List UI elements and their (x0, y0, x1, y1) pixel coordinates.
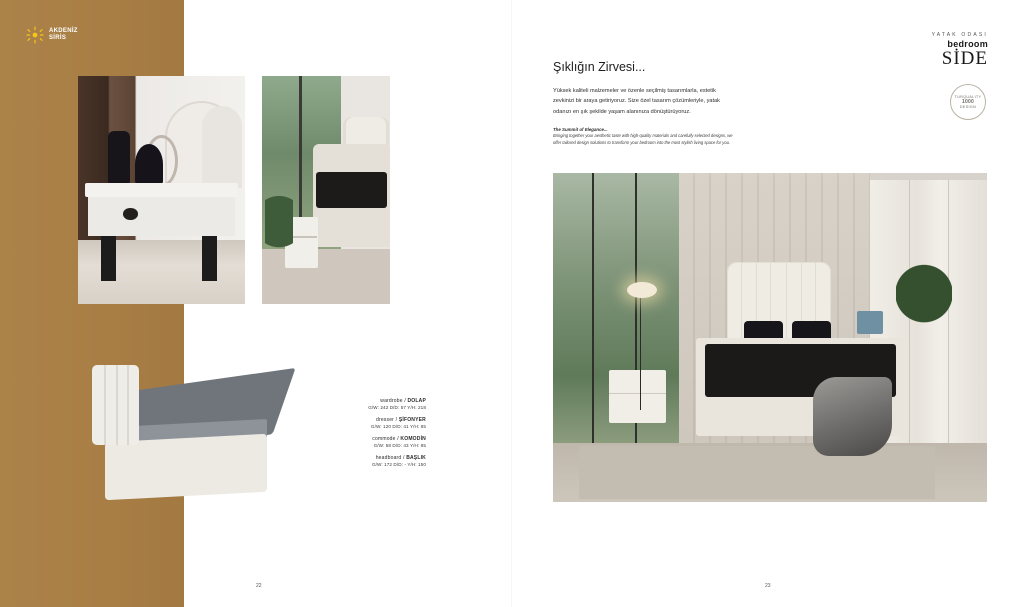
brand-kicker: YATAK ODASI (931, 32, 988, 38)
spec-item-headboard (300, 455, 426, 467)
bedside-duvet (316, 172, 388, 208)
spec-title-en-wardrobe: wardrobe (380, 398, 403, 404)
spec-title-headboard (300, 455, 426, 461)
bedside-photo (262, 76, 390, 304)
spec-title-commode (300, 436, 426, 442)
spec-title-en-commode: commode (372, 436, 396, 442)
spec-title-en-headboard: headboard (375, 455, 402, 461)
spec-title-tr-wardrobe: DOLAP (407, 398, 426, 404)
page-gutter (511, 0, 512, 607)
page-number-right: 23 (765, 583, 771, 589)
hero-window-mullion-1 (592, 173, 594, 443)
logo-wordmark (49, 28, 78, 41)
spec-title-separator: / (397, 436, 399, 442)
dresser-photo (78, 76, 245, 304)
spec-title-tr-headboard: BAŞLIK (406, 455, 426, 461)
dresser-body (88, 197, 235, 236)
hero-floor-lamp-pole (640, 291, 641, 409)
spec-title-tr-commode: KOMODİN (400, 436, 426, 442)
headboard-channel-3 (127, 365, 129, 445)
sun-burst-icon (26, 26, 44, 44)
hero-floor-lamp-head (627, 282, 657, 298)
hero-nightstand (609, 370, 665, 423)
storage-base-headboard (92, 365, 139, 445)
hero-plant (896, 232, 952, 344)
collection-name: SİDE (941, 48, 988, 69)
seal-top-text: TURQUALITY (954, 95, 982, 99)
logo-text-line2: SİRİS (49, 35, 67, 41)
spec-dims-headboard: G/W: 172 D/D: - Y/H: 150 (371, 462, 426, 467)
decor-vase-round (135, 144, 163, 185)
dresser-leg-right (202, 236, 217, 282)
brand-logo (26, 26, 78, 44)
hero-headboard-channel-4 (786, 262, 787, 348)
body-text-english: Bringing together your aesthetic taste with high-quality materials and carefully selected designs, we offer tailored design solutions to transform your bedroom into the most stylish living space for you. (553, 133, 733, 145)
spec-item-commode (300, 436, 426, 448)
spec-item-dresser (300, 417, 426, 429)
quality-seal-icon (950, 84, 986, 120)
spec-title-tr-dresser: ŞİFONYER (398, 417, 426, 423)
product-specs-list (300, 398, 426, 474)
spec-dims-wardrobe: G/W: 242 D/D: 57 Y/H: 218 (368, 405, 426, 410)
spec-title-wardrobe (300, 398, 426, 404)
headboard-channel-2 (116, 365, 118, 445)
spec-title-separator: / (404, 398, 406, 404)
hero-fur-throw (813, 377, 891, 456)
bedroom-brand-block (932, 32, 988, 70)
dresser-tabletop (85, 183, 239, 197)
spec-dims-commode: G/W: 58 D/D: 43 Y/H: 85 (373, 443, 426, 448)
headboard-channel-1 (104, 365, 106, 445)
hero-headboard-channel-1 (741, 262, 742, 348)
page-number-left: 22 (256, 583, 262, 589)
dresser-leg-left (101, 236, 116, 282)
bedside-plant (265, 167, 293, 258)
spec-title-separator: / (403, 455, 405, 461)
seal-mid-text: 1000 (962, 99, 974, 105)
spec-title-separator: / (395, 417, 398, 423)
hero-decor-basket (857, 311, 883, 334)
dresser-mirror-arch-secondary (202, 106, 242, 188)
hero-rug (579, 446, 935, 499)
brand-sub: bedroom (947, 39, 988, 49)
seal-bottom-text: DESIGN (959, 105, 977, 109)
page-title: Şıklığın Zirvesi... (553, 60, 646, 74)
decor-vase-tall (108, 131, 130, 186)
body-text-english-title: The Summit of Elegance... (553, 127, 608, 132)
spec-dims-dresser: G/W: 120 D/D: 41 Y/H: 85 (370, 424, 426, 429)
hero-photo (553, 173, 987, 502)
spec-item-wardrobe (300, 398, 426, 410)
logo-text-line1: AKDENİZ (49, 28, 78, 35)
storage-base-photo (88, 362, 301, 500)
spec-title-en-dresser: dresser (375, 417, 395, 423)
body-text-turkish: Yüksek kaliteli malzemeler ve özenle seçilmiş tasarımlarla, estetik zevkinizi bir araya getiriyoruz. Size özel tasarım çözümleriyle, yatak odanızı en şık şekilde yaşam alanınıza dönüştürüyoruz. (553, 88, 720, 115)
spec-title-dresser (300, 417, 426, 423)
dresser-knob (123, 208, 138, 219)
hero-nightstand-drawer-line (609, 393, 665, 394)
